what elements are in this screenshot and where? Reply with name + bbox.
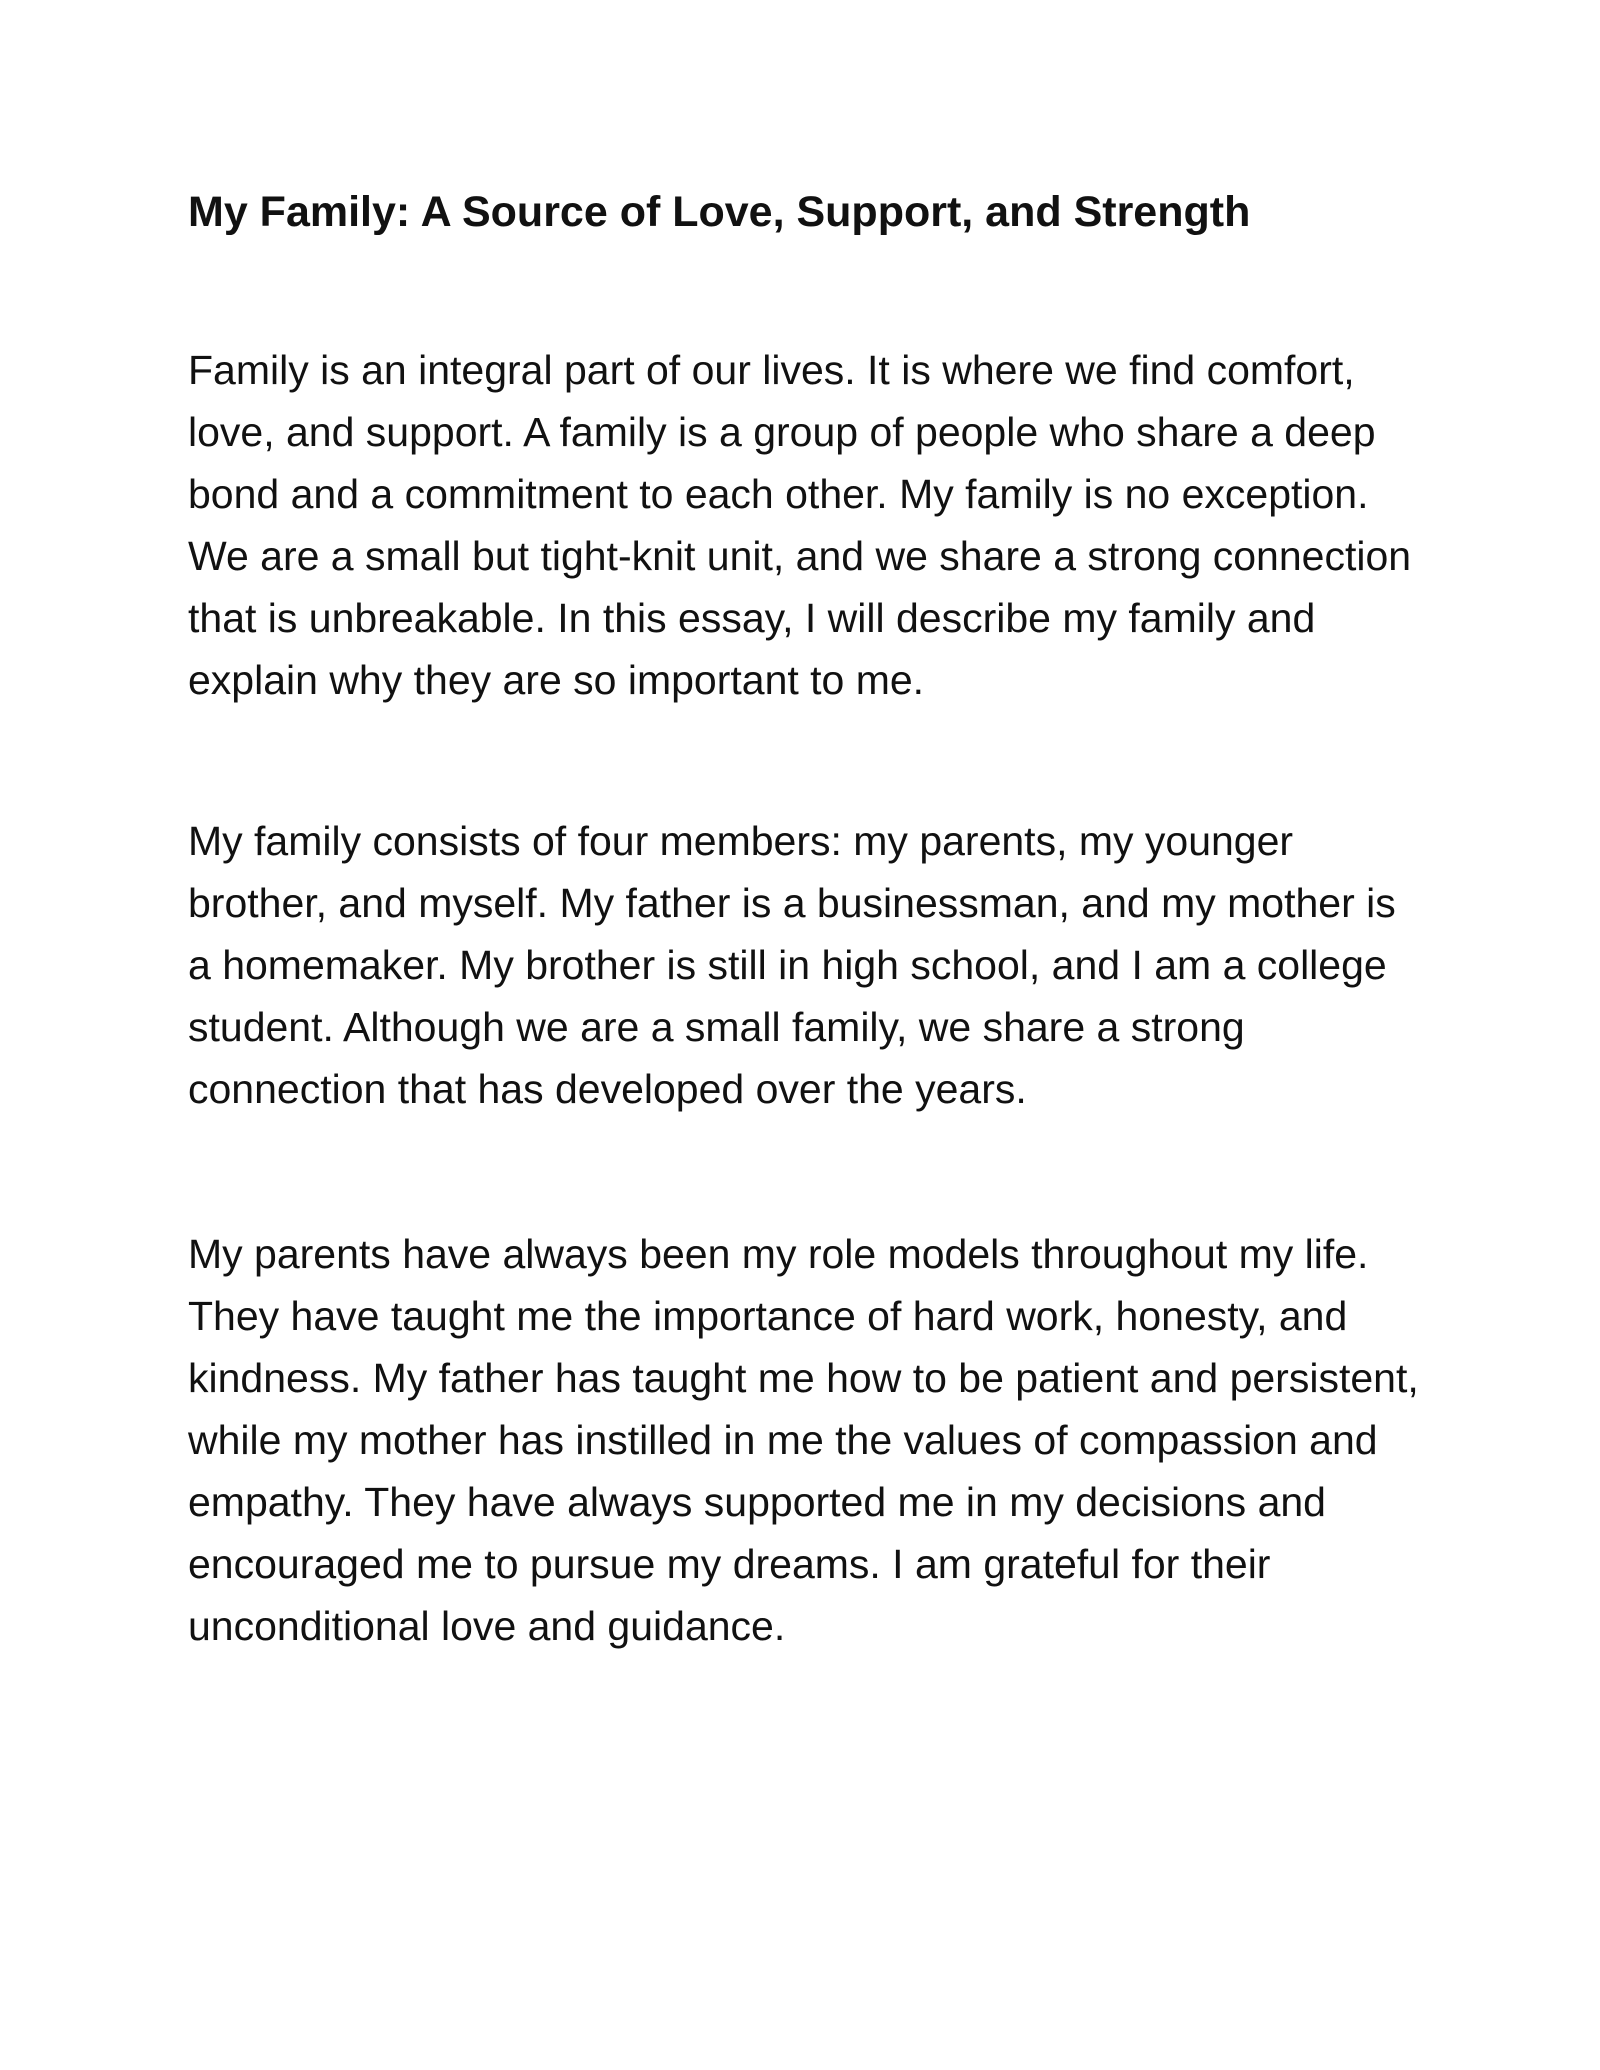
document-content: [188, 186, 1428, 1657]
essay-title: My Family: A Source of Love, Support, and Strength: [188, 188, 1251, 236]
paragraph-family-members: My family consists of four members: my parents, my younger brother, and myself. My father is a businessman, and my mother is a homemaker. My brother is still in high school, and I am a college student. Although we are a small family, we share a strong connection that has developed over the years.: [188, 817, 1396, 1112]
paragraph-introduction: Family is an integral part of our lives. It is where we find comfort, love, and support. A family is a group of people who share a deep bond and a commitment to each other. My family is no exception. We are a small but tight-knit unit, and we share a strong connection that is unbreakable. In this essay, I will describe my family and explain why they are so important to me.: [188, 346, 1412, 703]
paragraph-parents: My parents have always been my role models throughout my life. They have taught me the importance of hard work, honesty, and kindness. My father has taught me how to be patient and persistent, while my mother has instilled in me the values of compassion and empathy. They have always supported me in my decisions and encouraged me to pursue my dreams. I am grateful for their unconditional love and guidance.: [188, 1230, 1419, 1649]
